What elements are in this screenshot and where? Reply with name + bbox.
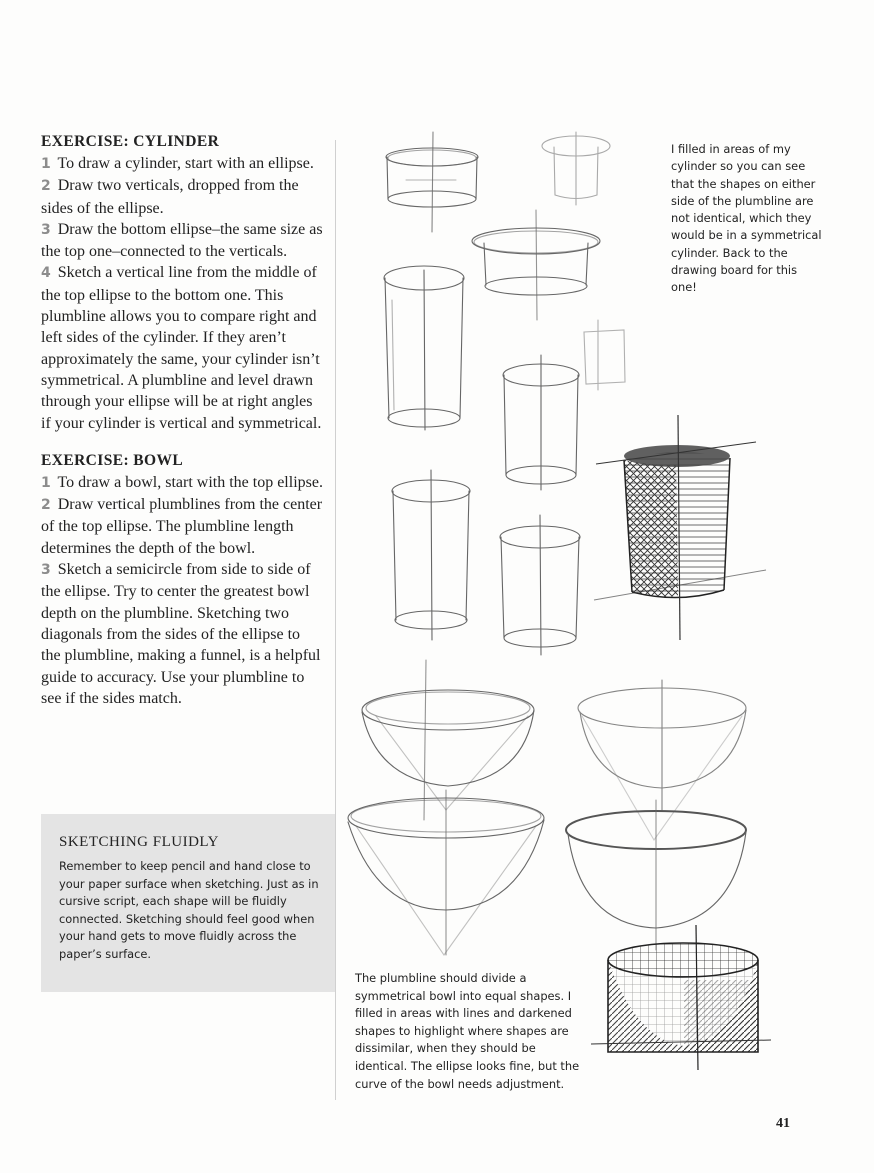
bowl-step-1: 1 To draw a bowl, start with the top ellipse. [41,473,323,491]
sketching-fluidly-title: SKETCHING FLUIDLY [59,834,219,850]
bowl-sketch-1 [362,660,534,820]
sketching-fluidly-body: Remember to keep pencil and hand close to your paper surface when sketching. Just as in cursive script, each shape will be fluidly connected. Sketching should feel good when your hand gets to move fluidly across the paper’s surface. [59,859,319,961]
cylinder-step-4: 4 Sketch a vertical line from the middle of the top ellipse to the bottom one. This plumbline allows you to compare right and left sides of the cylinder. If they aren’t approximately the same, your cylinder isn’t symmetrical. A plumbline and level drawn through your ellipse will be at right angles if your cylinder is vertical and symmetrical. [41,264,322,432]
cylinder-sketch-6 [503,355,579,490]
cylinder-sketch-5 [584,320,625,390]
bowl-sketch-4 [566,800,746,950]
cylinder-caption: I filled in areas of my cylinder so you can see that the shapes on either side of the plumbline are not identical, which they would be in a symmetrical cylinder. Back to the drawing board for this one! [671,142,822,295]
bowl-sketch-3 [348,790,544,955]
bowl-shaded-sketch [591,925,771,1070]
cylinder-sketch-4 [384,266,464,430]
bowl-heading: EXERCISE: BOWL [41,451,184,469]
bowl-caption: The plumbline should divide a symmetrical bowl into equal shapes. I filled in areas with lines and darkened shapes to highlight where shapes are dissimilar, when they should be identical. The ellipse looks fine, but the curve of the bowl needs adjustment. [355,971,580,1091]
page-number: 41 [776,1116,790,1131]
cylinder-sketch-2 [542,132,610,205]
cylinder-sketch-3 [472,210,600,320]
cylinder-sketch-7 [392,470,470,640]
bowl-step-2: 2 Draw vertical plumblines from the center of the top ellipse. The plumbline length determines the depth of the bowl. [41,496,323,557]
cylinder-heading: EXERCISE: CYLINDER [41,133,220,150]
cylinder-step-1: 1 To draw a cylinder, start with an ellipse. [41,155,314,172]
bowl-exercise [41,452,323,709]
exercise-column [41,133,323,727]
sketching-fluidly-box [41,814,335,992]
cylinder-step-2: 2 Draw two verticals, dropped from the sides of the ellipse. [41,177,299,217]
cylinder-shaded-sketch [594,415,766,640]
bowl-step-3: 3 Sketch a semicircle from side to side of the ellipse. Try to center the greatest bowl depth on the plumbline. Sketching two diagonals from the sides of the ellipse to the plumbline, making a funnel, is a helpful guide to accuracy. Use your plumbline to see if the sides match. [41,561,321,707]
cylinder-sketch-1 [386,132,478,232]
cylinder-step-3: 3 Draw the bottom ellipse–the same size as the top one–connected to the verticals. [41,220,323,261]
cylinder-sketch-8 [500,515,580,655]
cylinder-exercise [41,133,323,434]
